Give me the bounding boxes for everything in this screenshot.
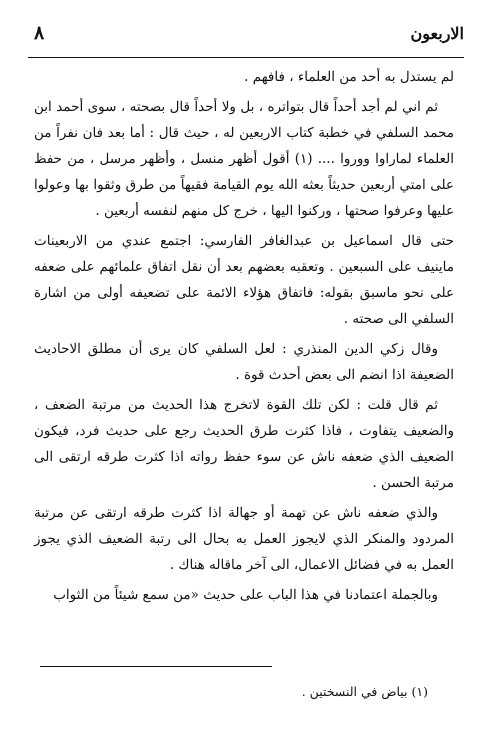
paragraph-2: ثم اني لم أجد أحداً قال بتواتره ، بل ولا أحداً قال بصحته ، سوى أحمد ابن محمد السلفي في خطبة كتاب الاربعين له ، حيث قال : أما بعد فان نفراً من العلماء لماراوا ووروا .... (١) أقول أظهر منسل ، وأظهر مرسل ، من حفظ على امتي أربعين حديثاً بعثه الله يوم القيامة فقيهاً من طرق وثقوا بها وعولوا عليها وعرفوا صحتها ، وركنوا اليها ، خرج كل منهم لنفسه أربعين . [34,99,455,219]
page-number: ٨ [34,22,45,44]
paragraph-6: والذي ضعفه ناش عن تهمة أو جهالة اذا كثرت طرقه ارتقى عن مرتبة المردود والمنكر الذي لايجوز العمل به بحال الى رتبة الضعيف الذي يجوز العمل به في فضائل الاعمال، الى آخر ماقاله هناك . [34,505,454,573]
footnote-rule [40,666,272,667]
paragraph-4: وقال زكي الدين المنذري : لعل السلفي كان يرى أن مطلق الاحاديث الضعيفة اذا انضم الى بعض أحدث قوة . [34,341,454,383]
main-text [34,64,454,612]
running-title: الاربعون [410,24,464,43]
page-header [28,24,464,54]
footnote: (١) بياض في النسختين . [301,684,428,699]
paragraph-1: لم يستدل به أحد من العلماء ، فافهم . [244,69,454,85]
paragraph-3: حتى قال اسماعيل بن عبدالغافر الفارسي: اجتمع عندي من الاربعينات ماينيف على السبعين . وتعقبه بعضهم بعد أن نقل اتفاق علمائهم على ضعفه على نحو ماسبق بقوله: فاتفاق هؤلاء الائمة على تضعيفه أولى من اشارة السلفي الى صحته . [34,233,454,327]
header-rule [28,57,464,58]
paragraph-7: وبالجملة اعتمادنا في هذا الباب على حديث «من سمع شيئاً من الثواب [53,587,438,603]
paragraph-5: ثم قال قلت : لكن تلك القوة لاتخرج هذا الحديث من مرتبة الضعف ، والضعيف يتفاوت ، فاذا كثرت طرق الحديث رجع على حديث فرد، فيكون الضعيف الذي ضعفه ناش عن سوء حفظ رواته اذا كثرت طرقه ارتقى الى مرتبة الحسن . [34,397,454,491]
